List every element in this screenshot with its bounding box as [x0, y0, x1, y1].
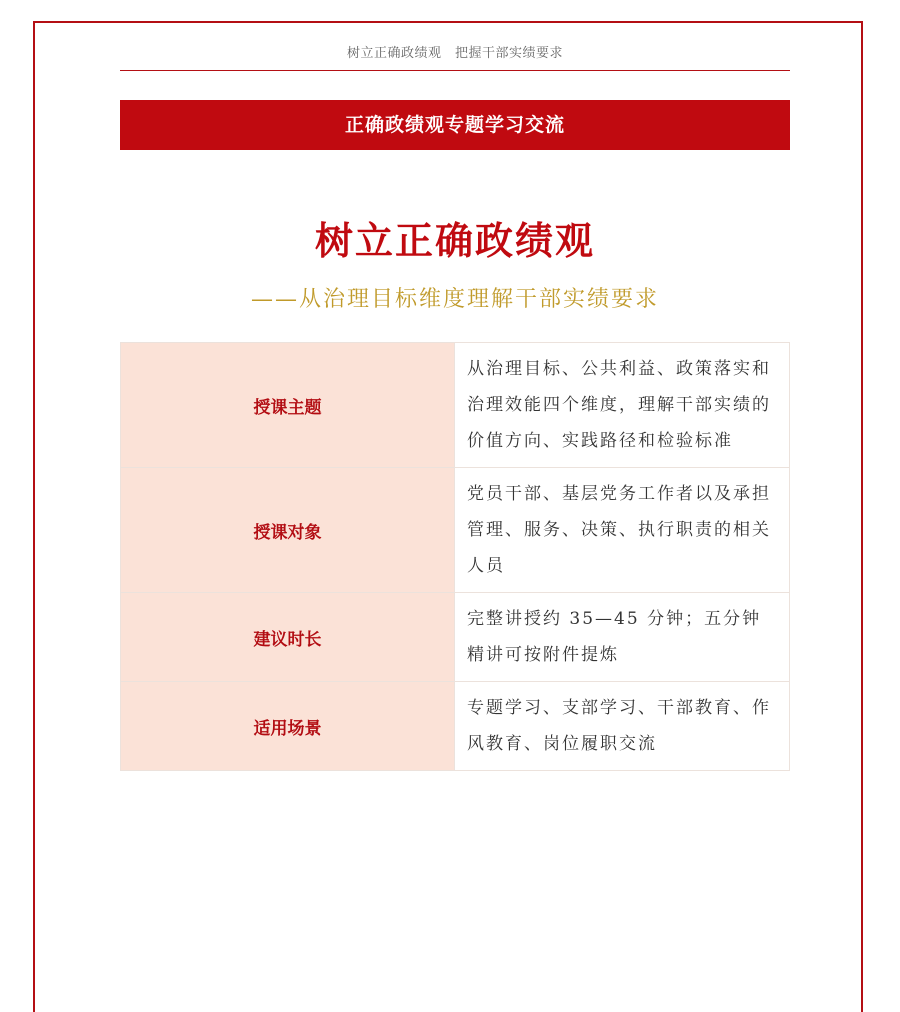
row-value-audience: 党员干部、基层党务工作者以及承担管理、服务、决策、执行职责的相关人员 [455, 468, 790, 593]
page-title: 树立正确政绩观 [314, 219, 595, 263]
course-info-table [120, 342, 790, 771]
row-value-duration: 完整讲授约 35—45 分钟；五分钟精讲可按附件提炼 [455, 593, 790, 682]
table-row [121, 343, 790, 468]
header-divider [120, 70, 790, 71]
row-label-scenarios: 适用场景 [121, 682, 455, 771]
row-label-audience: 授课对象 [121, 468, 455, 593]
row-value-scenarios: 专题学习、支部学习、干部教育、作风教育、岗位履职交流 [455, 682, 790, 771]
table-row [121, 593, 790, 682]
row-value-topic: 从治理目标、公共利益、政策落实和治理效能四个维度，理解干部实绩的价值方向、实践路径和检验标准 [455, 343, 790, 468]
topic-banner: 正确政绩观专题学习交流 [120, 100, 790, 150]
row-label-duration: 建议时长 [121, 593, 455, 682]
running-header: 树立正确政绩观 把握干部实绩要求 [346, 46, 563, 61]
page-subtitle: ——从治理目标维度理解干部实绩要求 [250, 287, 659, 312]
table-row [121, 468, 790, 593]
table-row [121, 682, 790, 771]
row-label-topic: 授课主题 [121, 343, 455, 468]
